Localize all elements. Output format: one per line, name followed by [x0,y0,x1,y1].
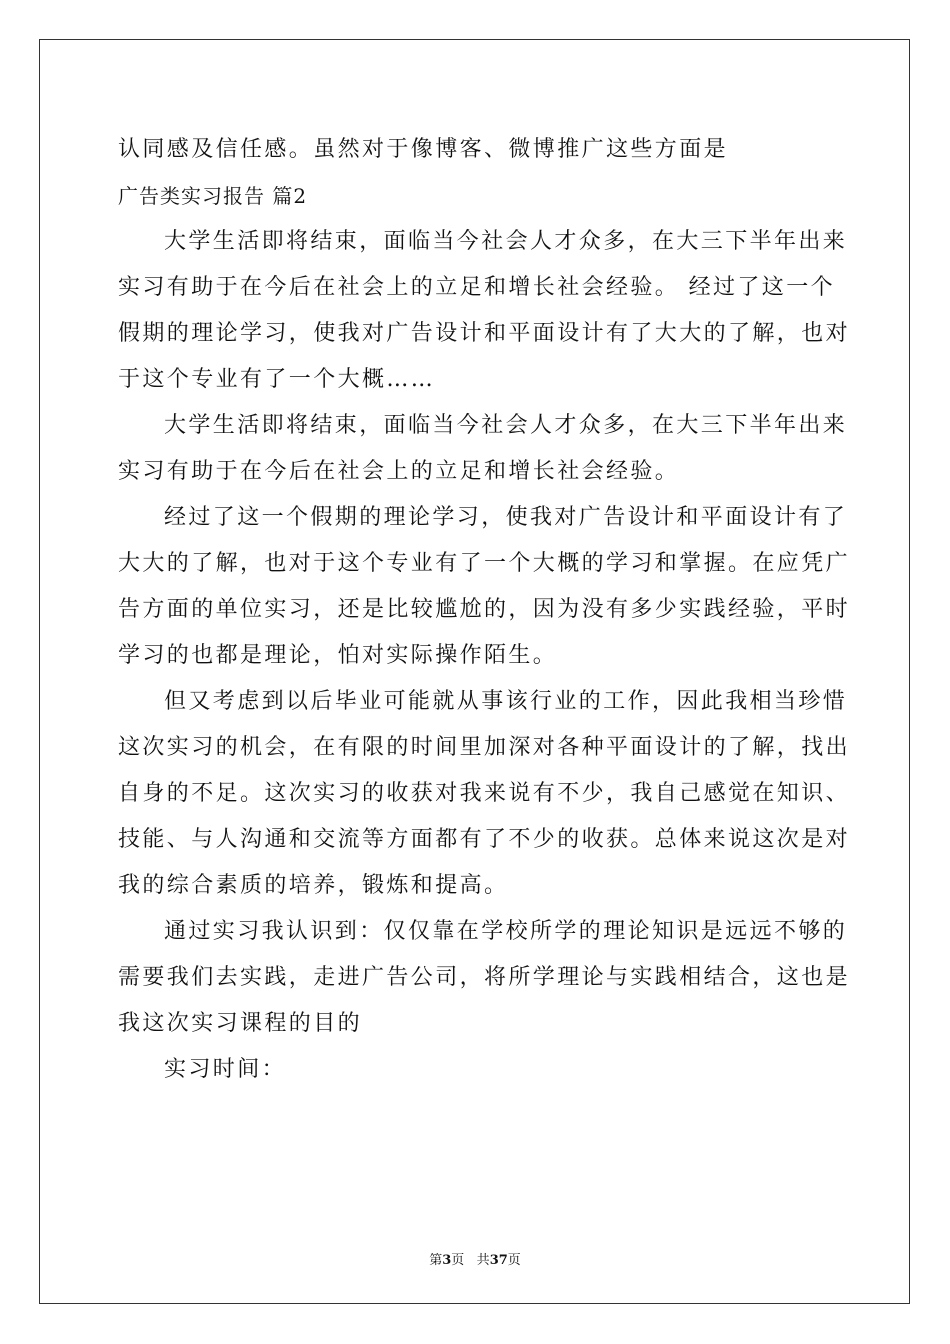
text-line: 告方面的单位实习，还是比较尴尬的，因为没有多少实践经验，平时 [118,597,851,622]
text-line: 学习的也都是理论，怕对实际操作陌生。 [118,643,558,668]
text-line: 自身的不足。这次实习的收获对我来说有不少，我自己感觉在知识、 [118,781,851,806]
paragraph-start: 大学生活即将结束，面临当今社会人才众多，在大三下半年出来 [164,413,848,438]
page-prefix: 第 [429,1253,443,1268]
document-body [118,127,851,1093]
text-line: 实习有助于在今后在社会上的立足和增长社会经验。 [118,459,680,484]
section-heading: 广告类实习报告 篇2 [118,184,308,208]
text-line: 我这次实习课程的目的 [118,1011,363,1036]
text-line: 这次实习的机会，在有限的时间里加深对各种平面设计的了解，找出 [118,735,851,760]
total-suffix: 页 [507,1253,521,1268]
text-line: 于这个专业有了一个大概…… [118,367,436,392]
paragraph-start: 通过实习我认识到：仅仅靠在学校所学的理论知识是远远不够的 [164,919,848,944]
text-line: 认同感及信任感。虽然对于像博客、微博推广这些方面是 [118,137,729,162]
paragraph-start: 但又考虑到以后毕业可能就从事该行业的工作，因此我相当珍惜 [164,689,848,714]
paragraph-start: 经过了这一个假期的理论学习，使我对广告设计和平面设计有了 [164,505,848,530]
total-prefix: 共 [476,1253,490,1268]
page-number: 3 [442,1253,452,1268]
text-line: 大大的了解，也对于这个专业有了一个大概的学习和掌握。在应凭广 [118,551,851,576]
text-line: 实习有助于在今后在社会上的立足和增长社会经验。 经过了这一个 [118,275,835,300]
page-suffix: 页 [451,1253,465,1268]
total-pages: 37 [489,1253,508,1268]
text-line: 我的综合素质的培养，锻炼和提高。 [118,873,509,898]
text-line: 技能、与人沟通和交流等方面都有了不少的收获。总体来说这次是对 [118,827,851,852]
page-footer [0,1249,950,1268]
text-line: 假期的理论学习，使我对广告设计和平面设计有了大大的了解，也对 [118,321,851,346]
paragraph-start: 实习时间： [164,1057,287,1082]
text-line: 需要我们去实践，走进广告公司，将所学理论与实践相结合，这也是 [118,965,851,990]
paragraph-start: 大学生活即将结束，面临当今社会人才众多，在大三下半年出来 [164,229,848,254]
